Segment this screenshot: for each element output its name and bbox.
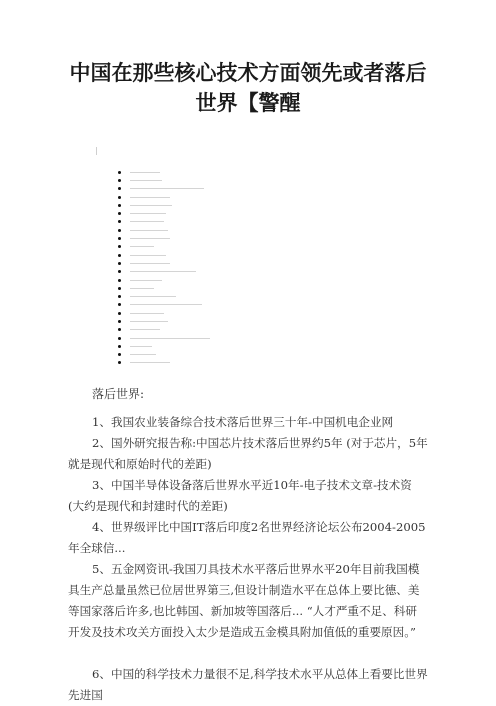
toc-item-text [130, 280, 162, 281]
bullet-icon [118, 171, 121, 174]
toc-item-text [130, 271, 196, 272]
toc-item[interactable] [118, 251, 210, 259]
toc-item[interactable] [118, 243, 210, 251]
bullet-icon [118, 204, 121, 207]
toc-item[interactable] [118, 201, 210, 209]
toc-item-text [130, 230, 168, 231]
toc-item[interactable] [118, 234, 210, 242]
toc-item-text [130, 246, 154, 247]
toc-item[interactable] [118, 292, 210, 300]
toc-item[interactable] [118, 185, 210, 193]
bullet-icon [118, 262, 121, 265]
bullet-icon [118, 320, 121, 323]
toc-item[interactable] [118, 309, 210, 317]
toc-item[interactable] [118, 359, 210, 367]
toc-item[interactable] [118, 193, 210, 201]
bullet-icon [118, 254, 121, 257]
toc-item[interactable] [118, 326, 210, 334]
toc-item-text [130, 255, 166, 256]
toc-item-text [130, 288, 154, 289]
bullet-icon [118, 345, 121, 348]
bullet-icon [118, 303, 121, 306]
bullet-icon [118, 270, 121, 273]
toc-item-text [130, 296, 176, 297]
bullet-icon [118, 237, 121, 240]
toc-item-text [130, 172, 160, 173]
toc-item-text [130, 180, 162, 181]
bullet-icon [118, 337, 121, 340]
bullet-icon [118, 229, 121, 232]
divider-mark [96, 147, 97, 155]
toc-item[interactable] [118, 168, 210, 176]
bullet-icon [118, 220, 121, 223]
toc-item-text [130, 238, 170, 239]
toc-item-text [130, 346, 152, 347]
toc-item[interactable] [118, 268, 210, 276]
paragraph-1: 1、我国农业装备综合技术落后世界三十年-中国机电企业网 [92, 415, 394, 429]
paragraph-2: 2、国外研究报告称:中国芯片技术落后世界约5年 (对于芯片，5年就是现代和原始时代的差距) [68, 436, 428, 471]
table-of-contents [118, 168, 210, 367]
bullet-icon [118, 212, 121, 215]
toc-item[interactable] [118, 226, 210, 234]
toc-item-text [130, 263, 170, 264]
toc-item[interactable] [118, 301, 210, 309]
toc-item-text [130, 205, 172, 206]
toc-item[interactable] [118, 284, 210, 292]
paragraph-6: 6、中国的科学技术力量很不足,科学技术水平从总体上看要比世界先进国 [68, 667, 428, 702]
bullet-icon [118, 328, 121, 331]
bullet-icon [118, 279, 121, 282]
toc-item[interactable] [118, 259, 210, 267]
toc-item[interactable] [118, 209, 210, 217]
toc-item-text [130, 304, 202, 305]
paragraph-3: 3、中国半导体设备落后世界水平近10年-电子技术文章-技术资 (大约是现代和封建时代的差距) [68, 478, 412, 513]
toc-item[interactable] [118, 317, 210, 325]
bullet-icon [118, 312, 121, 315]
toc-item-text [130, 221, 164, 222]
toc-item[interactable] [118, 176, 210, 184]
bullet-icon [118, 245, 121, 248]
document-title-line-2: 世界【警醒 [195, 91, 301, 115]
toc-item[interactable] [118, 351, 210, 359]
bullet-icon [118, 179, 121, 182]
paragraph-5: 5、五金网资讯-我国刀具技术水平落后世界水平20年目前我国模具生产总量虽然已位居世界第三,但设计制造水平在总体上要比德、美等国家落后许多,也比韩国、新加坡等国落后... “人才严重不足、科研开发及技术攻关方面投入太少是造成五金模具附加值低的重要原因。” [68, 562, 420, 639]
toc-item-text [130, 329, 160, 330]
toc-item-text [130, 188, 204, 189]
toc-item[interactable] [118, 276, 210, 284]
bullet-icon [118, 295, 121, 298]
toc-item-text [130, 321, 168, 322]
toc-item-text [130, 354, 156, 355]
toc-item[interactable] [118, 334, 210, 342]
document-title-line-1: 中国在那些核心技术方面领先或者落后 [69, 61, 427, 85]
section-heading: 落后世界: [92, 387, 145, 401]
toc-item-text [130, 362, 170, 363]
bullet-icon [118, 353, 121, 356]
toc-item-text [130, 213, 166, 214]
toc-item-text [130, 313, 164, 314]
toc-item-text [130, 197, 170, 198]
bullet-icon [118, 187, 121, 190]
toc-item[interactable] [118, 342, 210, 350]
bullet-icon [118, 361, 121, 364]
toc-item-text [130, 338, 210, 339]
bullet-icon [118, 287, 121, 290]
toc-item[interactable] [118, 218, 210, 226]
bullet-icon [118, 196, 121, 199]
paragraph-4: 4、世界级评比中国IT落后印度2名世界经济论坛公布2004-2005年全球信... [68, 520, 426, 555]
